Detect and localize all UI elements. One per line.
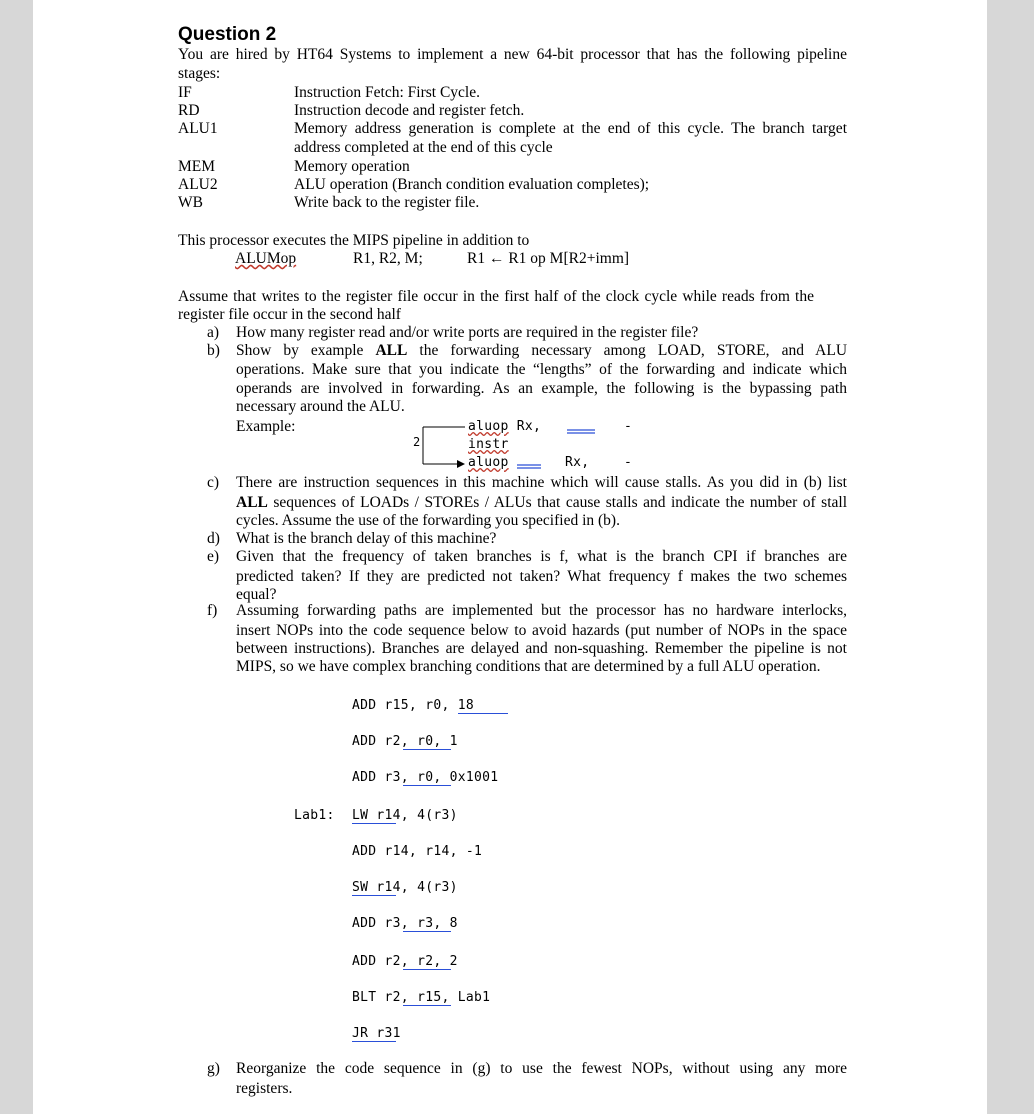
annotation-underline [403,1005,451,1006]
stage-desc: Instruction decode and register fetch. [294,102,525,119]
q-b-line: operands are involved in forwarding. As an example, the following is the bypassing path [236,380,847,397]
q-c-line: ALL sequences of LOADs / STOREs / ALUs that cause stalls and indicate the number of stall [236,494,847,511]
code-line: BLT r2, r15, Lab1 [352,990,491,1005]
code-line: ADD r3, r0, 0x1001 [352,770,499,785]
q-b-line: Show by example ALL the forwarding necessary among LOAD, STORE, and ALU [236,342,848,359]
mips-intro: This processor executes the MIPS pipeline in addition to [178,232,530,249]
annotation-underline [403,969,451,970]
q-c-line: cycles. Assume the use of the forwarding you specified in (b). [236,512,620,529]
diagram-line-3-op: aluop [468,455,509,470]
q-f-label: f) [207,602,218,619]
annotation-underline [352,823,396,824]
assume-line-2: register file occur in the second half [178,306,401,323]
stage-desc: ALU operation (Branch condition evaluation completes); [294,176,650,193]
code-label: Lab1: [294,808,335,823]
diagram-line-2: instr [468,437,509,452]
stage-name: ALU2 [178,176,218,193]
annotation-underline [458,713,508,714]
q-f-line: MIPS, so we have complex branching conditions that are determined by a full ALU operation. [236,658,821,675]
stage-name: IF [178,84,192,101]
stage-desc: Write back to the register file. [294,194,480,211]
question-title: Question 2 [178,24,277,45]
intro-line-2: stages: [178,65,221,82]
q-e-line: predicted taken? If they are predicted not taken? What frequency f makes the two schemes [236,568,847,585]
stage-name: WB [178,194,203,211]
stage-desc: Memory operation [294,158,410,175]
code-line: ADD r3, r3, 8 [352,916,458,931]
q-a-text: How many register read and/or write ports are required in the register file? [236,324,699,341]
alumop-word: ALUMop [235,250,297,267]
q-c-line: There are instruction sequences in this machine which will cause stalls. As you did in (b) list [236,474,847,491]
q-d-text: What is the branch delay of this machine? [236,530,497,547]
annotation-underline [352,895,396,896]
q-e-label: e) [207,548,220,565]
q-g-line: registers. [236,1080,293,1097]
annotation-underline [403,749,451,750]
document-page [33,0,987,1114]
code-line: SW r14, 4(r3) [352,880,458,895]
bypass-distance: 2 [413,435,421,449]
example-label: Example: [236,418,296,435]
q-b-label: b) [207,342,220,359]
q-c-label: c) [207,474,220,491]
assume-line-1: Assume that writes to the register file occur in the first half of the clock cycle while reads from the [178,288,814,305]
annotation-underline [352,1041,396,1042]
annotation-underline [403,785,451,786]
alumop-label [235,250,296,268]
code-line: JR r31 [352,1026,401,1041]
stage-desc: Instruction Fetch: First Cycle. [294,84,480,101]
diagram-dash: - [624,419,633,434]
code-line: ADD r14, r14, -1 [352,844,483,859]
q-e-line: Given that the frequency of taken branches is f, what is the branch CPI if branches are [236,548,847,565]
annotation-underline [403,931,451,932]
q-g-line: Reorganize the code sequence in (g) to use the fewest NOPs, without using any more [236,1060,847,1077]
q-g-label: g) [207,1060,220,1077]
diagram-line-3-reg: Rx, [565,455,590,470]
q-b-line: operations. Make sure that you indicate the “lengths” of the forwarding and indicate which [236,361,847,378]
diagram-dash: - [624,455,633,470]
q-e-line: equal? [236,586,277,603]
q-f-line: between instructions). Branches are delayed and non-squashing. Remember the pipeline is not [236,640,847,657]
stage-name: ALU1 [178,120,218,137]
code-line: LW r14, 4(r3) [352,808,458,823]
bypass-arrow-diagram [413,418,673,470]
code-line: ADD r15, r0, 18 [352,698,474,713]
q-d-label: d) [207,530,220,547]
code-line: ADD r2, r2, 2 [352,954,458,969]
q-b-line: necessary around the ALU. [236,398,405,415]
stage-name: MEM [178,158,216,175]
alumop-operands: R1, R2, M; [353,250,423,267]
intro-line-1: You are hired by HT64 Systems to implement a new 64-bit processor that has the following pipeline [178,46,847,63]
stage-desc: Memory address generation is complete at the end of this cycle. The branch target [294,120,847,137]
arrowhead-icon [457,460,465,468]
alumop-semantics: R1 ← R1 op M[R2+imm] [467,250,630,267]
code-line: ADD r2, r0, 1 [352,734,458,749]
stage-name: RD [178,102,200,119]
q-f-line: insert NOPs into the code sequence below to avoid hazards (put number of NOPs in the space [236,622,847,639]
q-f-line: Assuming forwarding paths are implemented but the processor has no hardware interlocks, [236,602,847,619]
diagram-line-1: aluop Rx, [468,419,542,434]
stage-desc-cont: address completed at the end of this cycle [294,139,553,156]
q-a-label: a) [207,324,220,341]
